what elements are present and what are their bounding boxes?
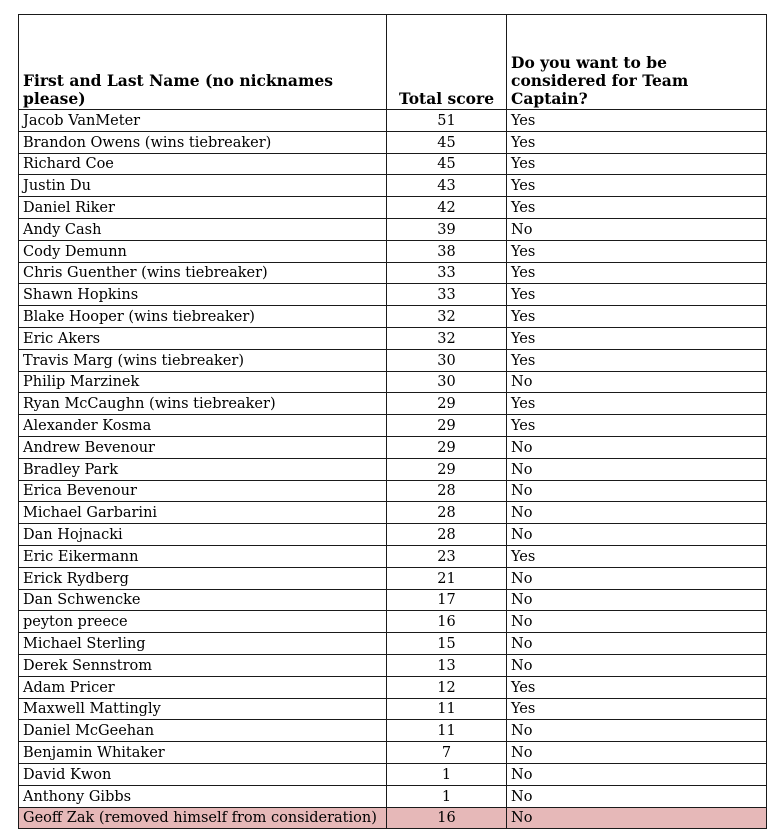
total-score-cell: 28 xyxy=(387,480,507,502)
table-row xyxy=(19,458,767,480)
player-name-cell: Geoff Zak (removed himself from consideration) xyxy=(19,807,387,829)
total-score-cell: 12 xyxy=(387,676,507,698)
table-row xyxy=(19,807,767,829)
table-row xyxy=(19,415,767,437)
player-name-cell: Chris Guenther (wins tiebreaker) xyxy=(19,262,387,284)
table-row xyxy=(19,698,767,720)
captain-interest-cell: Yes xyxy=(507,262,767,284)
player-name-cell: Dan Schwencke xyxy=(19,589,387,611)
table-row xyxy=(19,633,767,655)
player-name-cell: Andrew Bevenour xyxy=(19,436,387,458)
total-score-cell: 29 xyxy=(387,393,507,415)
table-row xyxy=(19,262,767,284)
player-name-cell: Michael Garbarini xyxy=(19,502,387,524)
total-score-cell: 43 xyxy=(387,175,507,197)
table-body xyxy=(19,110,767,829)
captain-interest-cell: No xyxy=(507,611,767,633)
total-score-cell: 28 xyxy=(387,524,507,546)
name-column-header: First and Last Name (no nicknames please) xyxy=(19,15,387,110)
total-score-cell: 17 xyxy=(387,589,507,611)
captain-interest-cell: No xyxy=(507,589,767,611)
captain-interest-cell: Yes xyxy=(507,415,767,437)
player-name-cell: Richard Coe xyxy=(19,153,387,175)
total-score-cell: 42 xyxy=(387,197,507,219)
captain-interest-cell: No xyxy=(507,524,767,546)
table-row xyxy=(19,240,767,262)
captain-interest-cell: No xyxy=(507,785,767,807)
captain-interest-cell: No xyxy=(507,371,767,393)
table-row xyxy=(19,131,767,153)
total-score-cell: 29 xyxy=(387,458,507,480)
captain-interest-cell: No xyxy=(507,742,767,764)
player-name-cell: Philip Marzinek xyxy=(19,371,387,393)
player-name-cell: Brandon Owens (wins tiebreaker) xyxy=(19,131,387,153)
captain-interest-cell: No xyxy=(507,458,767,480)
captain-interest-cell: Yes xyxy=(507,131,767,153)
roster-table xyxy=(18,14,767,829)
table-row xyxy=(19,654,767,676)
player-name-cell: Cody Demunn xyxy=(19,240,387,262)
table-row xyxy=(19,436,767,458)
player-name-cell: Bradley Park xyxy=(19,458,387,480)
total-score-cell: 39 xyxy=(387,218,507,240)
total-score-cell: 29 xyxy=(387,436,507,458)
player-name-cell: Benjamin Whitaker xyxy=(19,742,387,764)
table-row xyxy=(19,371,767,393)
player-name-cell: Eric Eikermann xyxy=(19,545,387,567)
captain-interest-cell: Yes xyxy=(507,284,767,306)
captain-interest-cell: No xyxy=(507,480,767,502)
player-name-cell: Derek Sennstrom xyxy=(19,654,387,676)
captain-interest-cell: Yes xyxy=(507,240,767,262)
table-row xyxy=(19,197,767,219)
total-score-cell: 29 xyxy=(387,415,507,437)
total-score-cell: 33 xyxy=(387,284,507,306)
player-name-cell: Maxwell Mattingly xyxy=(19,698,387,720)
table-row xyxy=(19,742,767,764)
table-row xyxy=(19,545,767,567)
player-name-cell: Adam Pricer xyxy=(19,676,387,698)
captain-interest-cell: Yes xyxy=(507,153,767,175)
player-name-cell: Dan Hojnacki xyxy=(19,524,387,546)
captain-interest-cell: No xyxy=(507,654,767,676)
player-name-cell: Shawn Hopkins xyxy=(19,284,387,306)
player-name-cell: Eric Akers xyxy=(19,327,387,349)
player-name-cell: Erick Rydberg xyxy=(19,567,387,589)
total-score-cell: 51 xyxy=(387,110,507,132)
captain-interest-cell: Yes xyxy=(507,110,767,132)
captain-interest-cell: No xyxy=(507,633,767,655)
table-row xyxy=(19,393,767,415)
player-name-cell: Erica Bevenour xyxy=(19,480,387,502)
total-score-cell: 11 xyxy=(387,720,507,742)
total-score-cell: 21 xyxy=(387,567,507,589)
table-header xyxy=(19,15,767,110)
captain-interest-cell: No xyxy=(507,218,767,240)
total-score-cell: 32 xyxy=(387,306,507,328)
player-name-cell: Anthony Gibbs xyxy=(19,785,387,807)
captain-interest-cell: Yes xyxy=(507,698,767,720)
score-column-header: Total score xyxy=(387,15,507,110)
captain-interest-cell: Yes xyxy=(507,175,767,197)
total-score-cell: 33 xyxy=(387,262,507,284)
captain-interest-cell: Yes xyxy=(507,545,767,567)
captain-interest-cell: Yes xyxy=(507,676,767,698)
total-score-cell: 1 xyxy=(387,785,507,807)
table-row xyxy=(19,611,767,633)
total-score-cell: 45 xyxy=(387,131,507,153)
captain-interest-cell: No xyxy=(507,436,767,458)
captain-interest-cell: No xyxy=(507,720,767,742)
total-score-cell: 15 xyxy=(387,633,507,655)
total-score-cell: 7 xyxy=(387,742,507,764)
header-row xyxy=(19,15,767,110)
total-score-cell: 30 xyxy=(387,349,507,371)
table-row xyxy=(19,720,767,742)
total-score-cell: 30 xyxy=(387,371,507,393)
table-row xyxy=(19,218,767,240)
total-score-cell: 16 xyxy=(387,611,507,633)
player-name-cell: Michael Sterling xyxy=(19,633,387,655)
player-name-cell: Daniel Riker xyxy=(19,197,387,219)
captain-interest-cell: Yes xyxy=(507,393,767,415)
player-name-cell: Daniel McGeehan xyxy=(19,720,387,742)
table-row xyxy=(19,349,767,371)
total-score-cell: 11 xyxy=(387,698,507,720)
player-name-cell: peyton preece xyxy=(19,611,387,633)
table-row xyxy=(19,502,767,524)
captain-interest-cell: No xyxy=(507,567,767,589)
captain-interest-cell: Yes xyxy=(507,197,767,219)
table-row xyxy=(19,567,767,589)
total-score-cell: 32 xyxy=(387,327,507,349)
player-name-cell: Travis Marg (wins tiebreaker) xyxy=(19,349,387,371)
captain-interest-cell: No xyxy=(507,807,767,829)
total-score-cell: 23 xyxy=(387,545,507,567)
table-row xyxy=(19,153,767,175)
table-row xyxy=(19,763,767,785)
table-row xyxy=(19,110,767,132)
player-name-cell: David Kwon xyxy=(19,763,387,785)
captain-interest-cell: Yes xyxy=(507,327,767,349)
table-row xyxy=(19,524,767,546)
player-name-cell: Ryan McCaughn (wins tiebreaker) xyxy=(19,393,387,415)
table-row xyxy=(19,480,767,502)
total-score-cell: 28 xyxy=(387,502,507,524)
total-score-cell: 38 xyxy=(387,240,507,262)
table-row xyxy=(19,785,767,807)
total-score-cell: 16 xyxy=(387,807,507,829)
table-row xyxy=(19,327,767,349)
player-name-cell: Jacob VanMeter xyxy=(19,110,387,132)
total-score-cell: 45 xyxy=(387,153,507,175)
total-score-cell: 13 xyxy=(387,654,507,676)
total-score-cell: 1 xyxy=(387,763,507,785)
player-name-cell: Andy Cash xyxy=(19,218,387,240)
captain-interest-cell: No xyxy=(507,502,767,524)
table-row xyxy=(19,306,767,328)
table-row xyxy=(19,284,767,306)
player-name-cell: Blake Hooper (wins tiebreaker) xyxy=(19,306,387,328)
player-name-cell: Justin Du xyxy=(19,175,387,197)
table-row xyxy=(19,175,767,197)
table-row xyxy=(19,676,767,698)
captain-interest-cell: Yes xyxy=(507,349,767,371)
captain-interest-cell: No xyxy=(507,763,767,785)
captain-interest-cell: Yes xyxy=(507,306,767,328)
captain-column-header: Do you want to be considered for Team Captain? xyxy=(507,15,767,110)
player-name-cell: Alexander Kosma xyxy=(19,415,387,437)
table-row xyxy=(19,589,767,611)
